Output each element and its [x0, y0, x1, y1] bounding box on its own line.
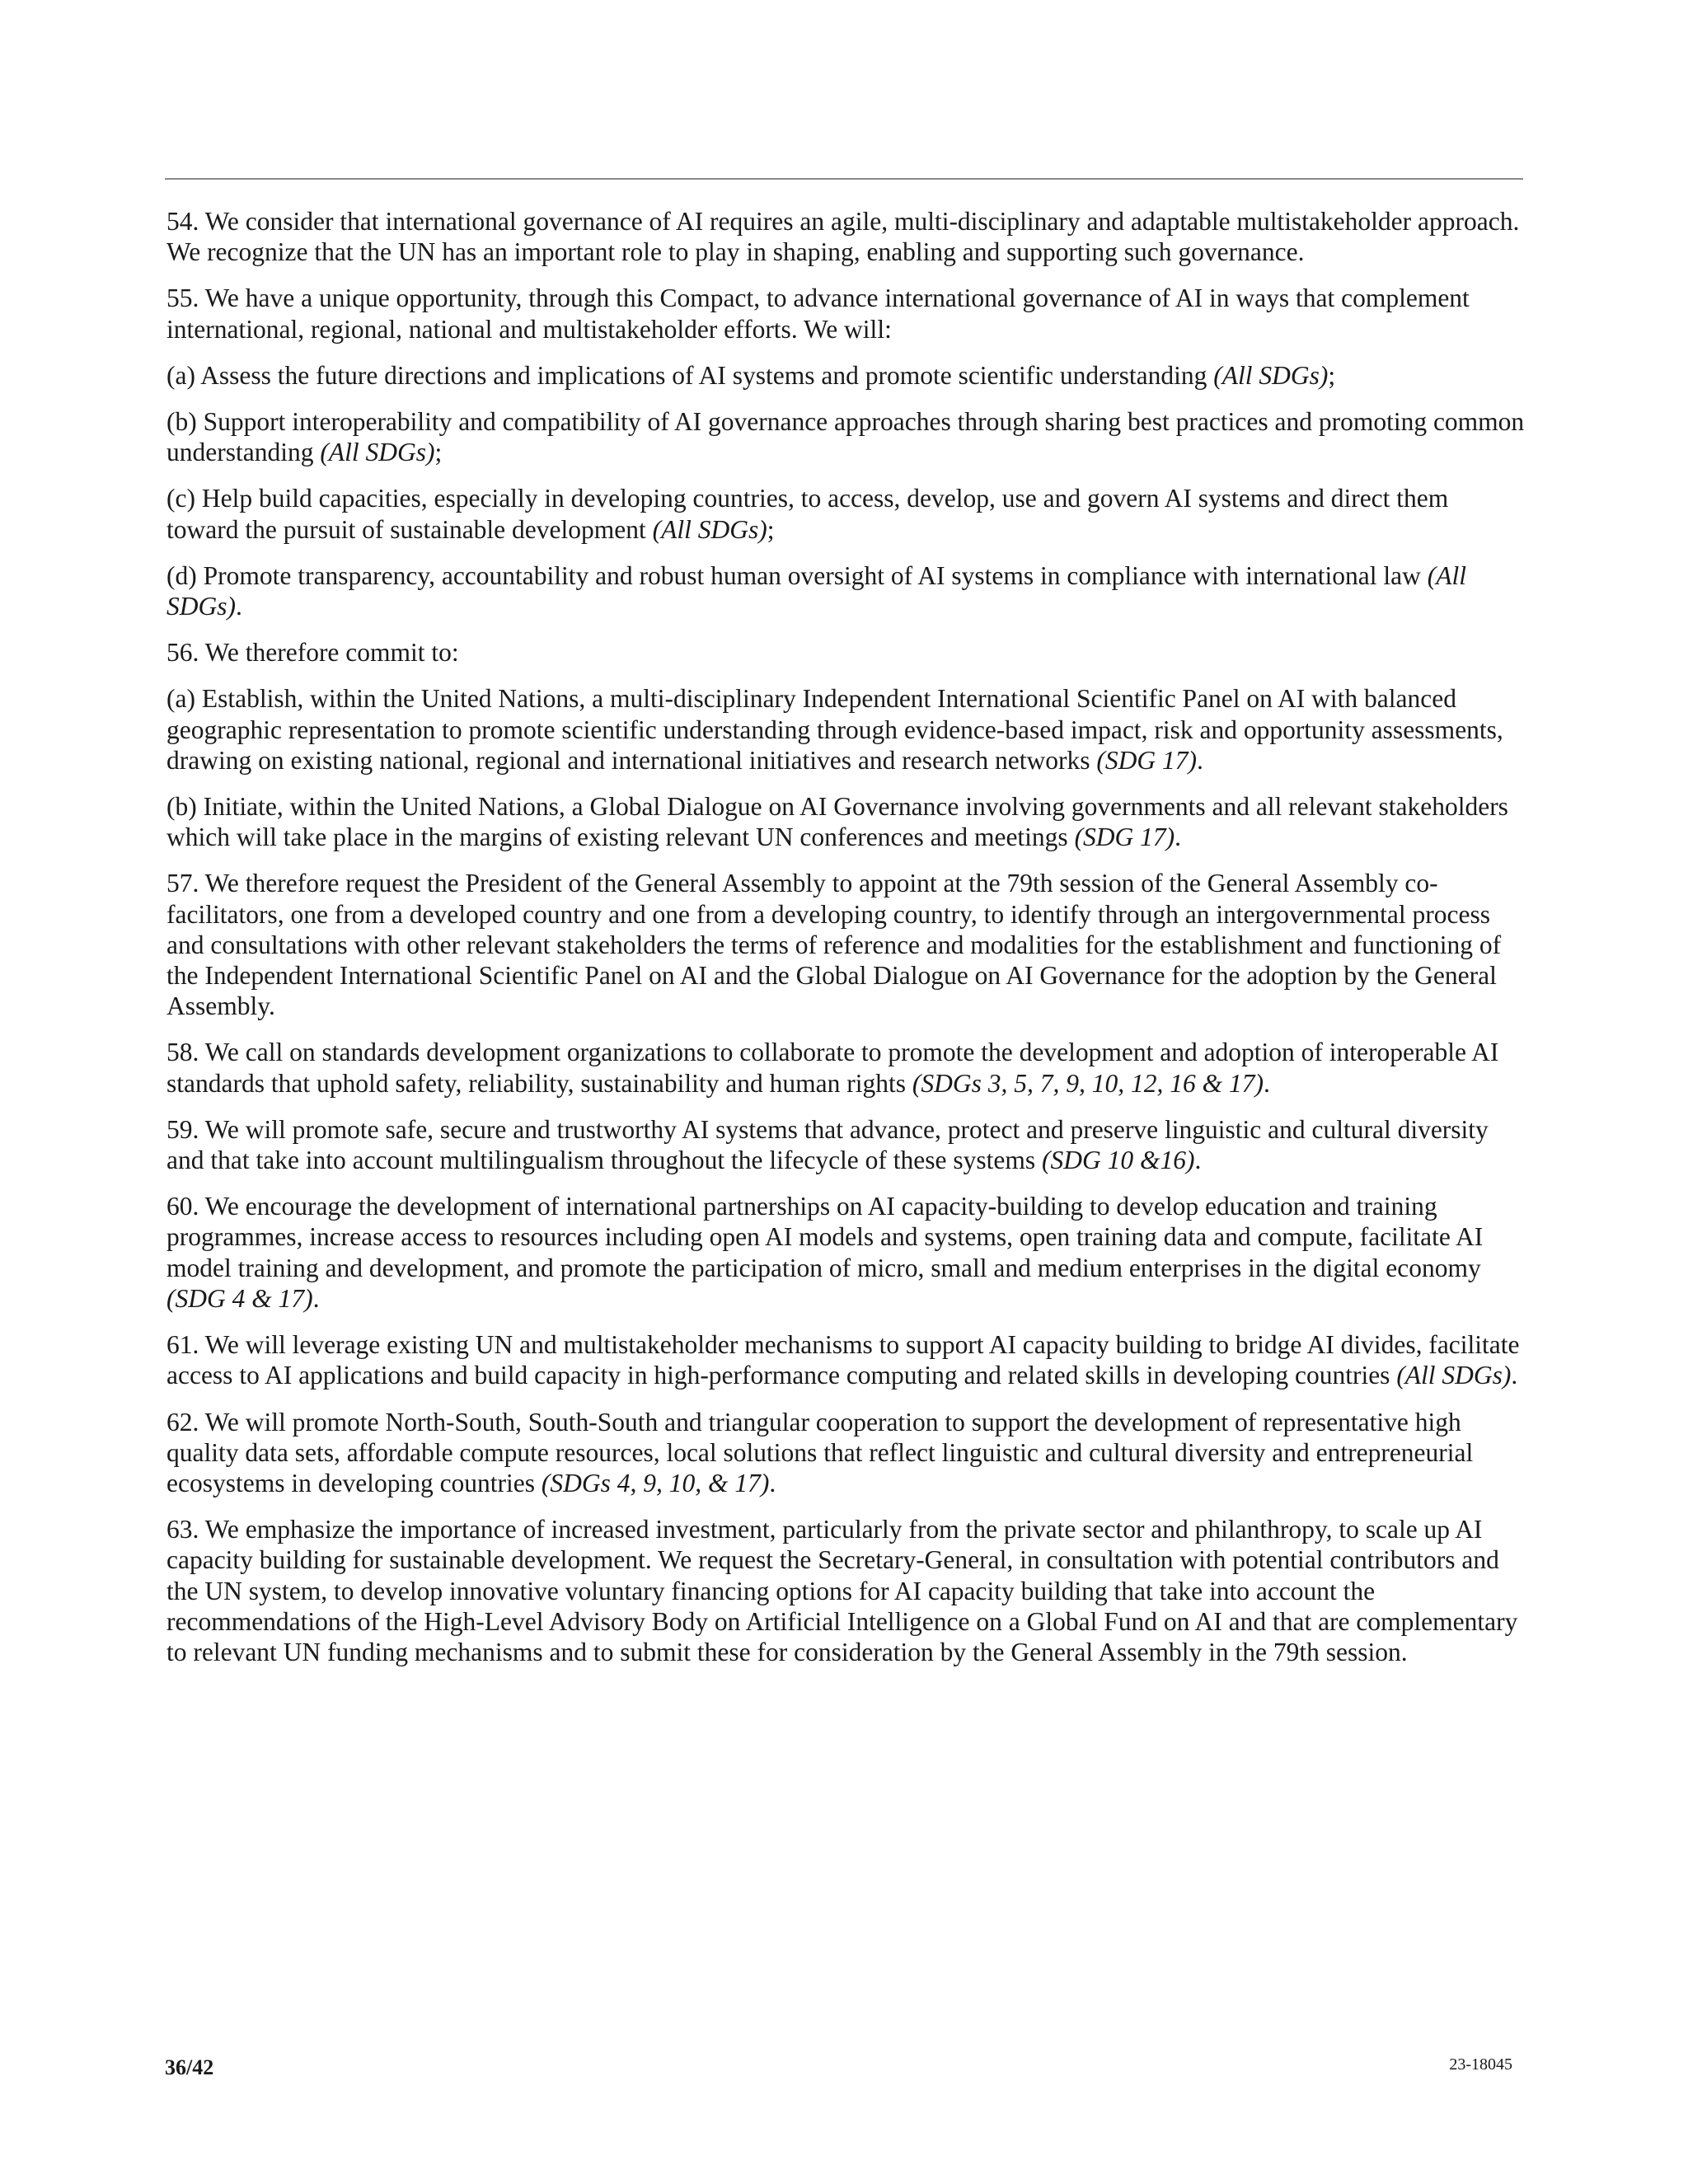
document-symbol: 23-18045 — [1449, 2055, 1512, 2074]
page-number: 36/42 — [165, 2055, 214, 2079]
paragraph-60: 60. We encourage the development of international partnerships on AI capacity-building to develop education and training programmes, increase access to resources including open AI models and systems, open training data and compute, facilitate AI model training and development, and promote the participation of micro, small and medium enterprises in the digital economy (SDG 4 & 17). — [166, 1192, 1484, 1313]
paragraph-55b: (b) Support interoperability and compatibility of AI governance approaches through sharing best practices and promoting common understanding (All SDGs); — [166, 407, 1525, 467]
paragraph-55c: (c) Help build capacities, especially in developing countries, to access, develop, use and govern AI systems and direct them toward the pursuit of sustainable development (All SDGs); — [166, 484, 1449, 544]
paragraph-56b: (b) Initiate, within the United Nations, a Global Dialogue on AI Governance involving governments and all relevant stakeholders which will take place in the margins of existing relevant UN conferences and meetings (SDG 17). — [166, 792, 1508, 852]
paragraph-54: 54. We consider that international governance of AI requires an agile, multi-disciplinary and adaptable multistakeholder approach. We recognize that the UN has an important role to play in shaping, enabling and supporting such governance. — [166, 207, 1520, 267]
paragraph-55: 55. We have a unique opportunity, through this Compact, to advance international governance of AI in ways that complement international, regional, national and multistakeholder efforts. We will: — [166, 284, 1470, 344]
paragraph-55a: (a) Assess the future directions and implications of AI systems and promote scientific understanding (All SDGs); — [166, 360, 1336, 390]
paragraph-56: 56. We therefore commit to: — [166, 638, 459, 668]
paragraph-56a: (a) Establish, within the United Nations, a multi-disciplinary Independent International Scientific Panel on AI with balanced geographic representation to promote scientific understanding through evidence-based impact, risk and opportunity assessments, drawing on existing national, regional and international initiatives and research networks (SDG 17). — [166, 684, 1503, 775]
paragraph-59: 59. We will promote safe, secure and trustworthy AI systems that advance, protect and preserve linguistic and cultural diversity and that take into account multilingualism throughout the lifecycle of these systems (SDG 10 &16). — [166, 1114, 1489, 1175]
paragraph-62: 62. We will promote North-South, South-South and triangular cooperation to support the development of representative high quality data sets, affordable compute resources, local solutions that reflect linguistic and cultural diversity and entrepreneurial ecosystems in developing countries (SDGs 4, 9, 10, & 17). — [166, 1407, 1474, 1497]
header-rule — [165, 178, 1523, 180]
paragraph-57: 57. We therefore request the President of the General Assembly to appoint at the 79th session of the General Assembly co-facilitators, one from a developed country and one from a developing country, to identify through an intergovernmental process and consultations with other relevant stakeholders the terms of reference and modalities for the establishment and functioning of the Independent International Scientific Panel on AI and the Global Dialogue on AI Governance for the adoption by the General Assembly. — [166, 869, 1502, 1021]
paragraph-58: 58. We call on standards development organizations to collaborate to promote the development and adoption of interoperable AI standards that uphold safety, reliability, sustainability and human rights (SDGs 3, 5, 7, 9, 10, 12, 16 & 17). — [166, 1038, 1499, 1098]
paragraph-55d: (d) Promote transparency, accountability and robust human oversight of AI systems in compliance with international law (All SDGs). — [166, 560, 1466, 621]
paragraph-63: 63. We emphasize the importance of increased investment, particularly from the private sector and philanthropy, to scale up AI capacity building for sustainable development. We request the Secretary-General, in consultation with potential contributors and the UN system, to develop innovative voluntary financing options for AI capacity building that take into account the recommendations of the High-Level Advisory Body on Artificial Intelligence on a Global Fund on AI and that are complementary to relevant UN funding mechanisms and to submit these for consideration by the General Assembly in the 79th session. — [166, 1515, 1518, 1666]
document-body — [166, 206, 1526, 1683]
paragraph-61: 61. We will leverage existing UN and multistakeholder mechanisms to support AI capacity building to bridge AI divides, facilitate access to AI applications and build capacity in high-performance computing and related skills in developing countries (All SDGs). — [166, 1330, 1520, 1390]
